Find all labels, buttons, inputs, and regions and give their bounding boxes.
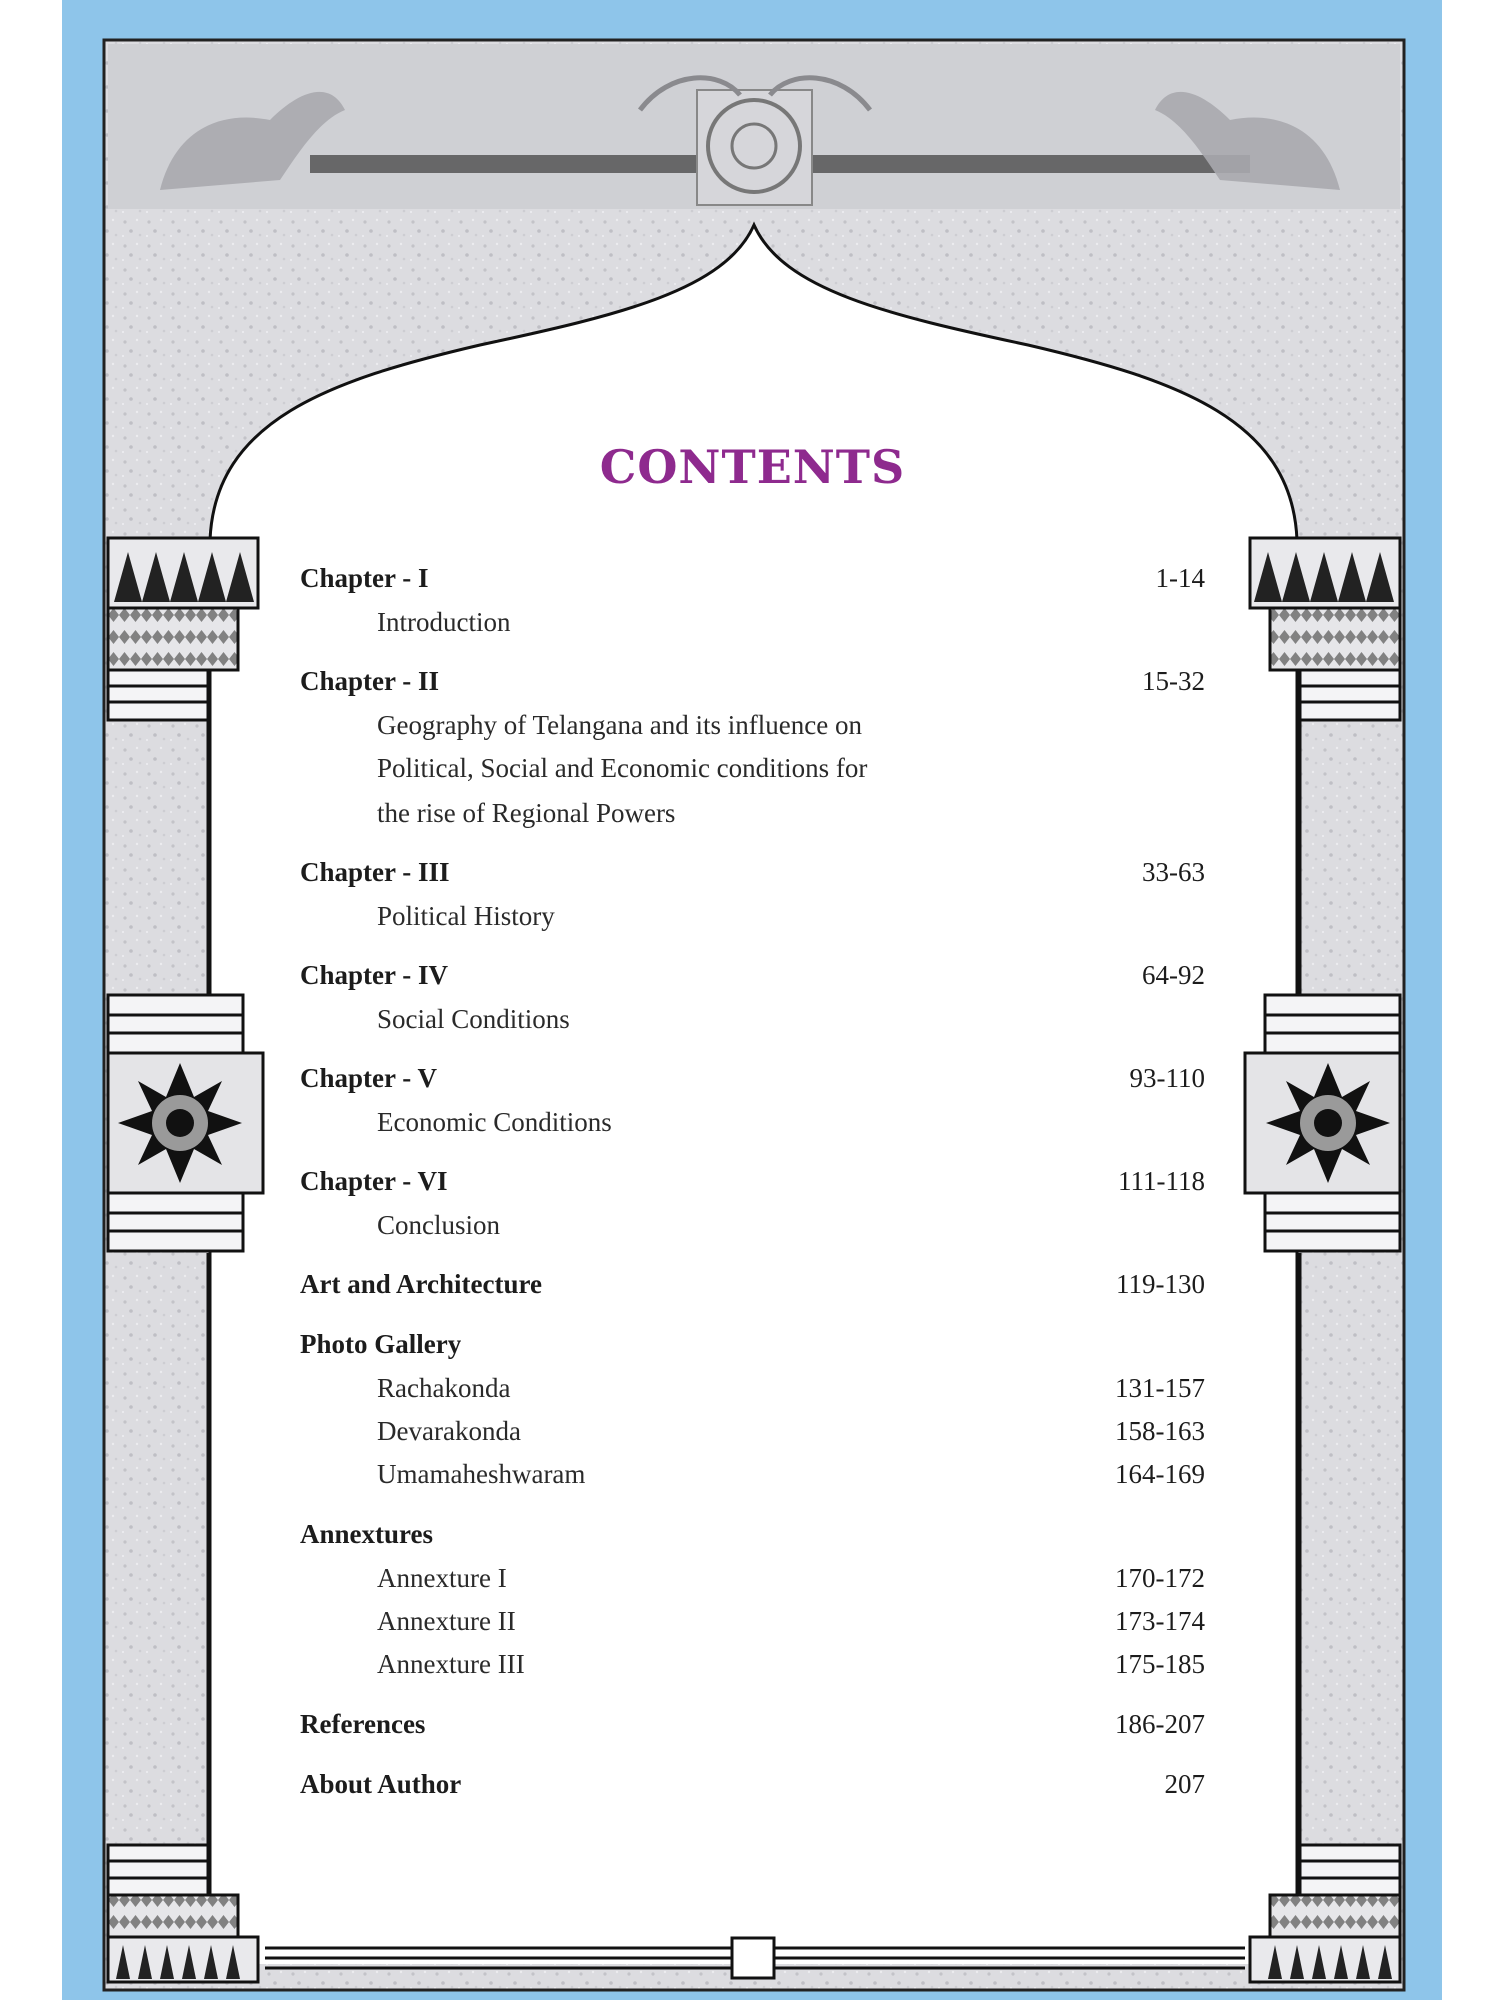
toc-entry <box>300 1411 1205 1451</box>
toc-page-range: 33-63 <box>1142 857 1205 887</box>
toc-entry-subtitle: Geography of Telangana and its influence on <box>377 710 862 740</box>
toc-entry <box>300 1644 1205 1684</box>
toc-entry-subtitle: Annexture II <box>377 1606 516 1636</box>
toc-entry-subtitle: Rachakonda <box>377 1373 511 1403</box>
toc-entry-title: Chapter - III <box>300 857 450 887</box>
toc-entry <box>300 852 1205 892</box>
toc-page-range: 207 <box>1164 1769 1205 1799</box>
toc-page-range: 64-92 <box>1142 960 1205 990</box>
toc-entry <box>300 896 1205 936</box>
toc-entry <box>300 661 1205 701</box>
toc-page-range: 170-172 <box>1115 1563 1205 1593</box>
toc-entry <box>300 1205 1205 1245</box>
toc-page-range: 158-163 <box>1115 1416 1205 1446</box>
toc-entry <box>300 1764 1205 1804</box>
page-title: CONTENTS <box>599 440 906 494</box>
toc-entry-subtitle: Annexture I <box>377 1563 507 1593</box>
toc-entry-title: References <box>300 1709 426 1739</box>
toc-page-range: 131-157 <box>1115 1373 1205 1403</box>
toc-entry <box>300 558 1205 598</box>
toc-entry-title: Chapter - I <box>300 563 429 593</box>
toc-entry <box>300 1058 1205 1098</box>
toc-entry-title: Annextures <box>300 1519 434 1549</box>
toc-entry <box>300 1264 1205 1304</box>
toc-entry-subtitle: Introduction <box>377 607 511 637</box>
toc-entry <box>300 1704 1205 1744</box>
toc-entry-subtitle: Economic Conditions <box>377 1107 612 1137</box>
toc-entry-title: Chapter - IV <box>300 960 448 990</box>
toc-entry <box>300 1601 1205 1641</box>
toc-entry-title: Chapter - VI <box>300 1166 448 1196</box>
toc-page-range: 173-174 <box>1115 1606 1205 1636</box>
toc-page-range: 1-14 <box>1155 563 1205 593</box>
toc-entry-title: Photo Gallery <box>300 1329 462 1359</box>
toc-entry-subtitle: Political History <box>377 901 555 931</box>
toc-page-range: 93-110 <box>1129 1063 1205 1093</box>
toc-entry-title: Chapter - V <box>300 1063 438 1093</box>
toc-page-range: 15-32 <box>1142 666 1205 696</box>
toc-entry-subtitle: Social Conditions <box>377 1004 570 1034</box>
toc-entry <box>300 1514 1205 1554</box>
toc-entry <box>300 1558 1205 1598</box>
toc-entry <box>300 999 1205 1039</box>
toc-entry <box>300 748 1205 788</box>
toc-entry <box>300 705 1205 745</box>
toc-page-range: 175-185 <box>1115 1649 1205 1679</box>
toc-entry-title: Art and Architecture <box>300 1269 542 1299</box>
toc-entry <box>300 1368 1205 1408</box>
toc-entry-subtitle: Political, Social and Economic conditions for <box>377 753 868 783</box>
toc-entry <box>300 793 1205 833</box>
toc-entry-subtitle: Conclusion <box>377 1210 501 1240</box>
toc-entry <box>300 1161 1205 1201</box>
toc-entry <box>300 1324 1205 1364</box>
toc-page-range: 186-207 <box>1115 1709 1205 1739</box>
toc-entry-subtitle: the rise of Regional Powers <box>377 798 676 828</box>
toc-page-range: 119-130 <box>1116 1269 1205 1299</box>
toc-page-range: 164-169 <box>1115 1459 1205 1489</box>
toc-entry-subtitle: Annexture III <box>377 1649 525 1679</box>
toc-entry-subtitle: Devarakonda <box>377 1416 521 1446</box>
toc-entry <box>300 1102 1205 1142</box>
toc-entry <box>300 1454 1205 1494</box>
toc-entry-title: About Author <box>300 1769 462 1799</box>
toc-entry-title: Chapter - II <box>300 666 440 696</box>
toc-entry <box>300 955 1205 995</box>
toc-page-range: 111-118 <box>1118 1166 1205 1196</box>
toc-entry-subtitle: Umamaheshwaram <box>377 1459 586 1489</box>
toc-entry <box>300 602 1205 642</box>
